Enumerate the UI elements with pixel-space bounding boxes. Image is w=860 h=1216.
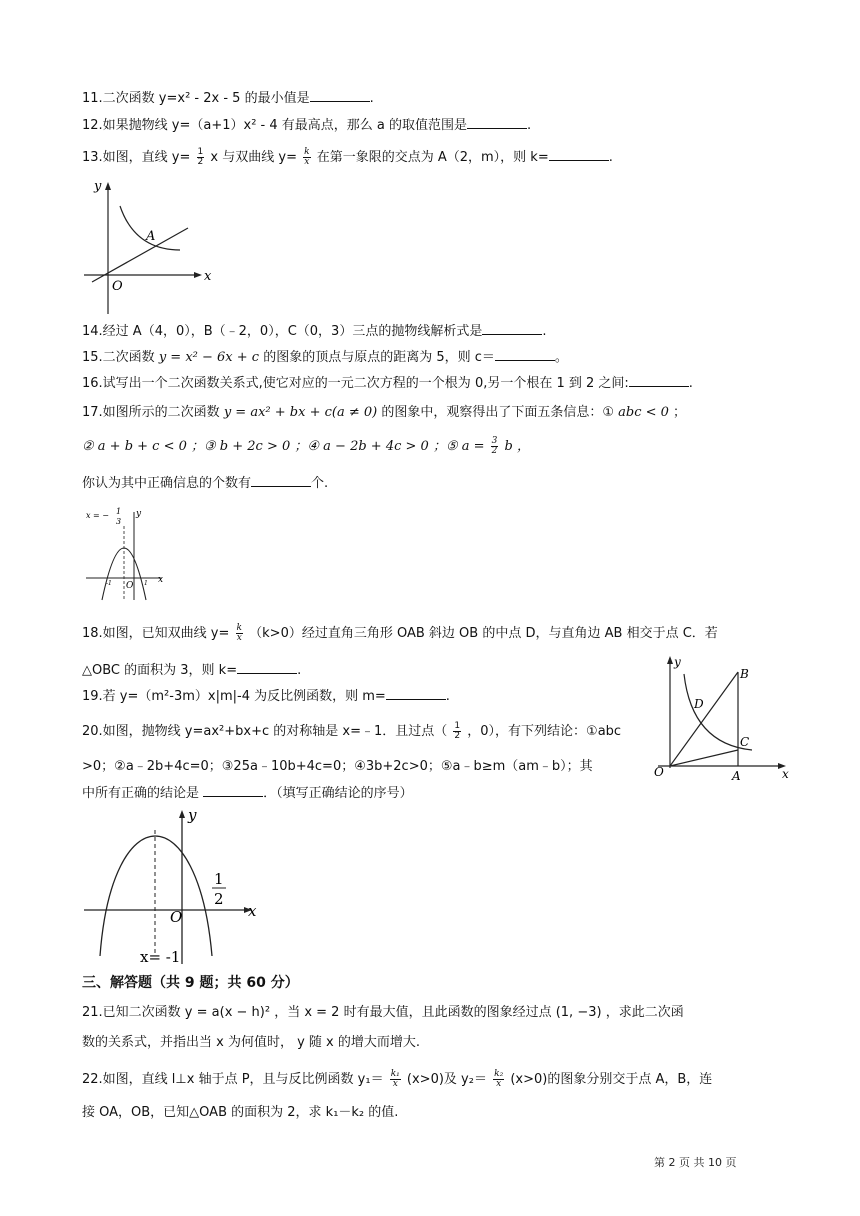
question-20 bbox=[82, 722, 621, 741]
answer-blank bbox=[467, 116, 527, 129]
answer-blank bbox=[310, 89, 370, 102]
question-20-line-2 bbox=[82, 758, 593, 776]
q15-equation: y = x² − 6x + c bbox=[158, 350, 260, 365]
q14-text: 14.经过 A（4，0），B（﹣2，0），C（0，3）三点的抛物线解析式是 bbox=[82, 324, 483, 339]
fig20-half-den: 2 bbox=[214, 890, 224, 908]
q17-text-a: 17.如图所示的二次函数 bbox=[82, 405, 220, 420]
fig13-origin-label: O bbox=[112, 279, 123, 294]
q14-end: . bbox=[542, 324, 547, 339]
q17-conditions-end: b ， bbox=[504, 439, 530, 454]
fig20-origin-label: O bbox=[170, 908, 183, 926]
q12-end: . bbox=[527, 118, 532, 133]
fraction-half bbox=[197, 148, 205, 167]
answer-blank bbox=[482, 322, 542, 335]
question-18-line-2 bbox=[82, 661, 301, 680]
fraction-k-x bbox=[236, 624, 243, 643]
q17-equation: y = ax² + bx + c(a ≠ 0) bbox=[223, 405, 378, 420]
q22-text-a: 22.如图，直线 l⊥x 轴于点 P，且与反比例函数 y₁＝ bbox=[82, 1072, 384, 1087]
fig17-frac-num: 1 bbox=[116, 507, 122, 516]
fig18-x-label: x bbox=[782, 767, 789, 781]
fraction-three-halves bbox=[491, 437, 499, 456]
frac-den: x bbox=[496, 1079, 502, 1089]
fig17-pos-one: 1 bbox=[144, 580, 148, 587]
question-21-line-2 bbox=[82, 1034, 420, 1052]
frac-num: k₂ bbox=[494, 1069, 504, 1079]
q17-end: 个. bbox=[311, 476, 329, 491]
q20-conditions: >0；②a﹣2b+4c=0；③25a﹣10b+4c=0；④3b+2c>0；⑤a﹣b≥m（am﹣b）；其 bbox=[82, 759, 593, 774]
question-15 bbox=[82, 348, 568, 367]
q18-end: . bbox=[297, 663, 302, 678]
q20-prompt: 中所有正确的结论是 bbox=[82, 786, 200, 801]
fig17-frac-den: 3 bbox=[116, 517, 122, 526]
question-17-line-2 bbox=[82, 437, 530, 456]
question-17: 17.如图所示的二次函数 y = ax² + bx + c(a ≠ 0) 的图象中，观察得出了下面五条信息：① abc < 0 ； bbox=[82, 405, 687, 420]
q17-condition-1: abc < 0 bbox=[618, 405, 669, 420]
figure-20-graph bbox=[82, 806, 262, 966]
q15-text-a: 15.二次函数 bbox=[82, 350, 155, 365]
q18-text-line2: △OBC 的面积为 3，则 k= bbox=[82, 663, 238, 678]
fig18-point-d-label: D bbox=[694, 697, 704, 711]
fig13-x-label: x bbox=[204, 269, 212, 284]
fig17-x-label: x bbox=[158, 575, 164, 585]
q22-text-line2: 接 OA，OB，已知△OAB 的面积为 2，求 k₁－k₂ 的值. bbox=[82, 1105, 399, 1120]
q18-text-b: （k>0）经过直角三角形 OAB 斜边 OB 的中点 D，与直角边 AB 相交于点 C．若 bbox=[249, 626, 718, 641]
question-20-line-3 bbox=[82, 784, 413, 803]
question-12 bbox=[82, 116, 531, 135]
figure-18-graph bbox=[648, 654, 794, 784]
question-11 bbox=[82, 89, 374, 108]
q21-text-line1: 21.已知二次函数 y = a(x − h)² ，当 x = 2 时有最大值，且此函数的图象经过点 (1, −3) ，求此二次函 bbox=[82, 1005, 684, 1020]
q15-end: 。 bbox=[554, 350, 568, 365]
answer-blank bbox=[237, 661, 297, 674]
question-16 bbox=[82, 374, 693, 393]
question-19 bbox=[82, 687, 450, 706]
answer-blank bbox=[495, 348, 555, 361]
question-21 bbox=[82, 1004, 684, 1022]
question-18 bbox=[82, 624, 718, 643]
frac-num: k₁ bbox=[390, 1069, 400, 1079]
q15-text-b: 的图象的顶点与原点的距离为 5，则 c＝ bbox=[263, 350, 495, 365]
question-14 bbox=[82, 322, 546, 341]
question-22 bbox=[82, 1070, 712, 1089]
fraction-k1-x bbox=[390, 1070, 401, 1089]
q22-text-b: (x>0)及 y₂＝ bbox=[406, 1072, 487, 1087]
fig18-point-a-label: A bbox=[732, 769, 741, 783]
frac-num: k bbox=[304, 147, 310, 157]
frac-den: 2 bbox=[197, 157, 204, 167]
fig18-point-b-label: B bbox=[740, 667, 749, 681]
q19-text: 19.若 y=（m²‑3m）x|m|‑4 为反比例函数，则 m= bbox=[82, 689, 386, 704]
frac-den: x bbox=[304, 157, 310, 167]
question-13 bbox=[82, 148, 613, 167]
q12-text: 12.如果抛物线 y=（a+1）x² ‑ 4 有最高点，那么 a 的取值范围是 bbox=[82, 118, 468, 133]
q17-conditions: ② a + b + c < 0 ；③ b + 2c > 0 ；④ a − 2b + 4c > 0 ；⑤ a = bbox=[82, 439, 485, 454]
answer-blank bbox=[629, 374, 689, 387]
fig20-x-label: x bbox=[248, 902, 257, 920]
question-17-line-3 bbox=[82, 474, 328, 493]
frac-den: 2 bbox=[491, 446, 498, 456]
fraction-half bbox=[453, 722, 461, 741]
q13-text-a: 13.如图，直线 y= bbox=[82, 150, 191, 165]
fig17-y-label: y bbox=[136, 509, 142, 519]
q18-text-a: 18.如图，已知双曲线 y= bbox=[82, 626, 230, 641]
q21-text-line2: 数的关系式，并指出当 x 为何值时， y 随 x 的增大而增大. bbox=[82, 1035, 421, 1050]
frac-num: k bbox=[236, 623, 243, 633]
fig20-y-label: y bbox=[188, 806, 197, 824]
section-title: 三、解答题（共 9 题；共 60 分） bbox=[82, 975, 299, 991]
fig13-y-label: y bbox=[94, 179, 102, 194]
q17-text-b: 的图象中，观察得出了下面五条信息：① bbox=[381, 405, 614, 420]
figure-13-graph bbox=[80, 178, 220, 318]
frac-den: 2 bbox=[454, 731, 461, 741]
frac-num: 3 bbox=[491, 436, 498, 446]
fig20-half-num: 1 bbox=[214, 870, 224, 888]
answer-blank bbox=[203, 784, 263, 797]
fraction-k-x bbox=[303, 148, 310, 167]
q17-prompt: 你认为其中正确信息的个数有 bbox=[82, 476, 252, 491]
fig18-y-label: y bbox=[674, 655, 681, 669]
fig18-origin-label: O bbox=[654, 765, 664, 779]
question-22-line-2 bbox=[82, 1104, 398, 1122]
frac-den: x bbox=[392, 1079, 398, 1089]
fig13-point-a-label: A bbox=[146, 229, 156, 244]
fig17-origin-label: O bbox=[126, 581, 134, 591]
q20-text-a: 20.如图，抛物线 y=ax²+bx+c 的对称轴是 x=﹣1．且过点（ bbox=[82, 724, 448, 739]
q11-end: . bbox=[369, 91, 374, 106]
q22-text-c: (x>0)的图象分别交于点 A，B，连 bbox=[510, 1072, 713, 1087]
q20-text-b: ，0），有下列结论：①abc bbox=[467, 724, 622, 739]
fig17-axis-label: x = − bbox=[86, 511, 110, 520]
fig20-axis-of-symmetry-label: x= -1 bbox=[140, 948, 181, 966]
q13-text-c: 在第一象限的交点为 A（2，m），则 k= bbox=[316, 150, 549, 165]
answer-blank bbox=[251, 474, 311, 487]
page-footer: 第 2 页 共 10 页 bbox=[654, 1156, 737, 1169]
fig17-neg-one: -1 bbox=[106, 580, 112, 587]
fraction-k2-x bbox=[493, 1070, 504, 1089]
frac-num: 1 bbox=[197, 147, 204, 157]
q19-end: . bbox=[445, 689, 450, 704]
q16-text: 16.试写出一个二次函数关系式,使它对应的一元二次方程的一个根为 0,另一个根在 1 到 2 之间: bbox=[82, 376, 629, 391]
q20-end: ．（填写正确结论的序号） bbox=[263, 786, 413, 801]
frac-den: x bbox=[236, 633, 242, 643]
frac-num: 1 bbox=[454, 721, 461, 731]
q13-text-b: x 与双曲线 y= bbox=[210, 150, 297, 165]
q13-end: . bbox=[608, 150, 613, 165]
fig18-point-c-label: C bbox=[740, 735, 750, 749]
figure-17-graph bbox=[84, 506, 168, 602]
answer-blank bbox=[386, 687, 446, 700]
q11-text: 11.二次函数 y=x² ‑ 2x ‑ 5 的最小值是 bbox=[82, 91, 310, 106]
answer-blank bbox=[549, 148, 609, 161]
q16-end: . bbox=[688, 376, 693, 391]
